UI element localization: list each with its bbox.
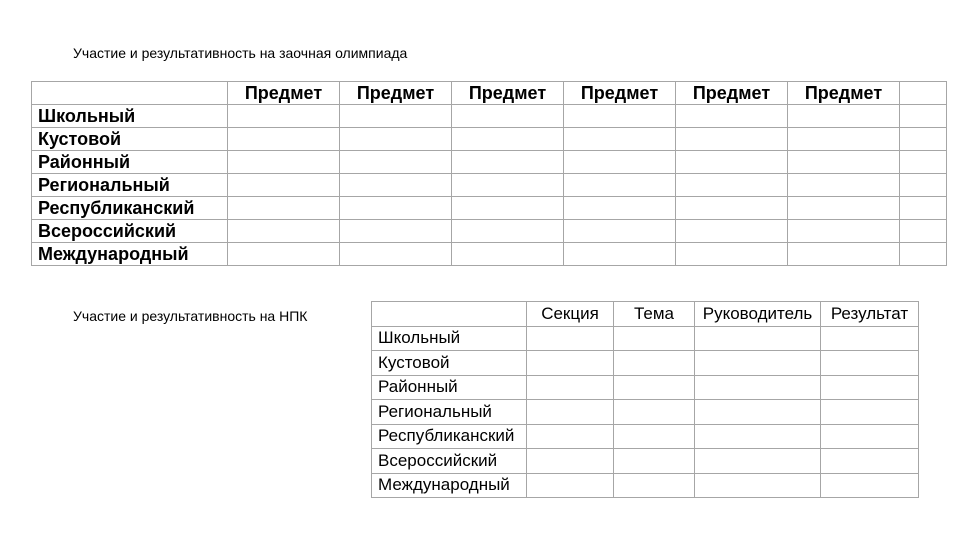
table-row [32, 243, 947, 266]
table-cell [614, 351, 695, 376]
table-cell [788, 151, 900, 174]
table-cell [676, 220, 788, 243]
table-cell [695, 351, 821, 376]
table-cell [788, 128, 900, 151]
table-cell [695, 375, 821, 400]
table-row [32, 151, 947, 174]
row-label: Международный [32, 243, 228, 266]
column-header-supervisor: Руководитель [695, 302, 821, 327]
column-header-topic: Тема [614, 302, 695, 327]
row-label: Региональный [372, 400, 527, 425]
table-cell [788, 174, 900, 197]
table-cell [788, 220, 900, 243]
table-cell [821, 400, 919, 425]
table-cell [340, 243, 452, 266]
table-cell [676, 151, 788, 174]
table-cell [821, 473, 919, 498]
table-cell [900, 174, 947, 197]
row-label: Всероссийский [32, 220, 228, 243]
table-cell [340, 151, 452, 174]
table-cell [900, 105, 947, 128]
table-cell [452, 174, 564, 197]
table-cell [228, 220, 340, 243]
table-cell [228, 243, 340, 266]
table-cell [676, 174, 788, 197]
table-row [32, 128, 947, 151]
table-cell [340, 105, 452, 128]
table-cell [821, 375, 919, 400]
table-cell [900, 220, 947, 243]
row-label: Международный [372, 473, 527, 498]
table-cell [452, 197, 564, 220]
table-cell [821, 424, 919, 449]
table-row [372, 400, 919, 425]
table-cell [788, 197, 900, 220]
table-row [32, 197, 947, 220]
column-header-subject: Предмет [676, 82, 788, 105]
table-cell [676, 128, 788, 151]
header-corner-cell [372, 302, 527, 327]
table-cell [676, 105, 788, 128]
table-cell [340, 197, 452, 220]
table-cell [900, 151, 947, 174]
table-cell [695, 473, 821, 498]
column-header-subject: Предмет [340, 82, 452, 105]
table-cell [564, 243, 676, 266]
row-label: Республиканский [32, 197, 228, 220]
table-cell [821, 351, 919, 376]
table-cell [527, 375, 614, 400]
table-header-row [32, 82, 947, 105]
table-cell [527, 326, 614, 351]
table-cell [788, 105, 900, 128]
table-cell [228, 174, 340, 197]
table-cell [900, 197, 947, 220]
row-label: Кустовой [32, 128, 228, 151]
table-cell [900, 128, 947, 151]
table-row [32, 105, 947, 128]
row-label: Районный [372, 375, 527, 400]
table-cell [340, 174, 452, 197]
row-label: Районный [32, 151, 228, 174]
table-row [372, 449, 919, 474]
row-label: Республиканский [372, 424, 527, 449]
table-cell [527, 473, 614, 498]
column-header-subject: Предмет [452, 82, 564, 105]
table-cell [340, 128, 452, 151]
table-cell [564, 128, 676, 151]
table-cell [527, 449, 614, 474]
empty-header-cell [900, 82, 947, 105]
table-cell [340, 220, 452, 243]
row-label: Всероссийский [372, 449, 527, 474]
table-cell [228, 197, 340, 220]
table-cell [564, 197, 676, 220]
table-row [372, 351, 919, 376]
column-header-section: Секция [527, 302, 614, 327]
table-cell [695, 400, 821, 425]
column-header-result: Результат [821, 302, 919, 327]
table-row [372, 424, 919, 449]
olympiad-title: Участие и результативность на заочная олимпиада [73, 45, 408, 61]
table-cell [527, 424, 614, 449]
row-label: Региональный [32, 174, 228, 197]
table-cell [614, 473, 695, 498]
table-cell [900, 243, 947, 266]
table-cell [695, 449, 821, 474]
header-corner-cell [32, 82, 228, 105]
row-label: Школьный [372, 326, 527, 351]
table-header-row [372, 302, 919, 327]
table-row [372, 473, 919, 498]
table-row [32, 174, 947, 197]
table-cell [695, 424, 821, 449]
table-cell [564, 220, 676, 243]
row-label: Кустовой [372, 351, 527, 376]
table-cell [821, 326, 919, 351]
npk-title: Участие и результативность на НПК [73, 308, 308, 324]
table-cell [614, 326, 695, 351]
table-cell [614, 424, 695, 449]
table-cell [527, 351, 614, 376]
table-cell [614, 449, 695, 474]
table-cell [676, 243, 788, 266]
table-row [372, 326, 919, 351]
table-cell [228, 105, 340, 128]
table-cell [452, 128, 564, 151]
table-cell [564, 105, 676, 128]
table-cell [228, 128, 340, 151]
table-cell [452, 243, 564, 266]
table-cell [614, 375, 695, 400]
column-header-subject: Предмет [564, 82, 676, 105]
olympiad-table [31, 81, 947, 266]
table-cell [452, 151, 564, 174]
table-cell [614, 400, 695, 425]
row-label: Школьный [32, 105, 228, 128]
table-cell [452, 105, 564, 128]
column-header-subject: Предмет [228, 82, 340, 105]
table-cell [228, 151, 340, 174]
table-cell [527, 400, 614, 425]
table-cell [564, 151, 676, 174]
npk-table [371, 301, 919, 498]
column-header-subject: Предмет [788, 82, 900, 105]
table-row [372, 375, 919, 400]
table-cell [788, 243, 900, 266]
table-cell [564, 174, 676, 197]
table-cell [452, 220, 564, 243]
table-cell [821, 449, 919, 474]
table-cell [676, 197, 788, 220]
table-cell [695, 326, 821, 351]
table-row [32, 220, 947, 243]
